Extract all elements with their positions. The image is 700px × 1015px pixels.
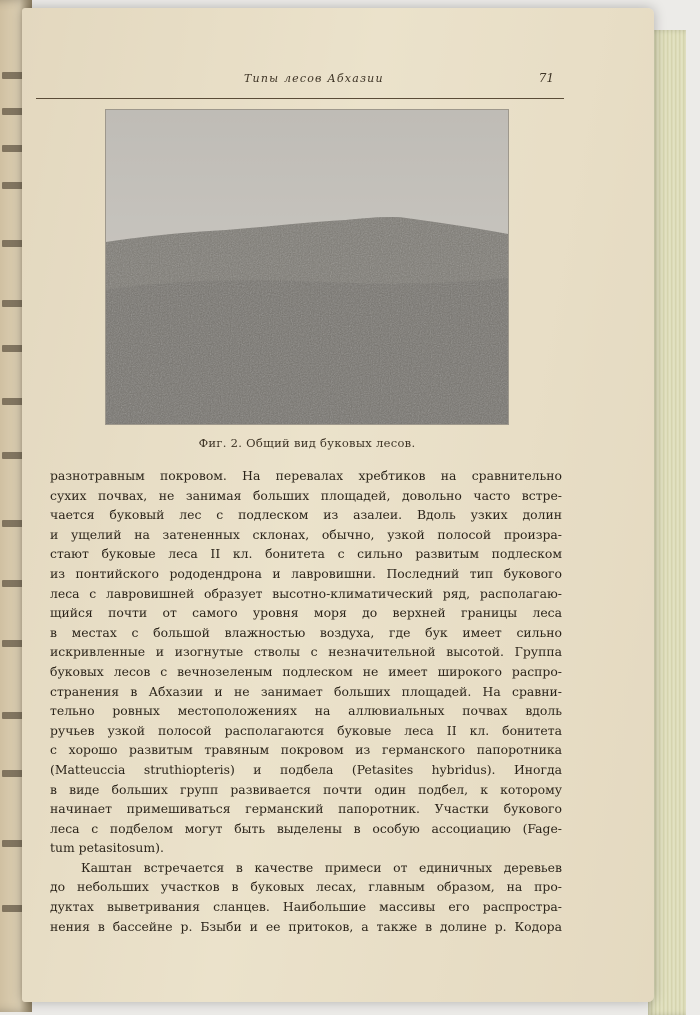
text-line: сухих почвах, не занимая больших площадей, довольно часто встре-: [50, 487, 562, 503]
body-text: [50, 466, 562, 936]
text-line: буковых лесов с вечнозеленым подлеском не имеет широкого распро-: [50, 663, 562, 679]
text-line: разнотравным покровом. На перевалах хребтиков на сравнительно: [50, 468, 562, 483]
text-line: стают буковые леса II кл. бонитета с сильно развитым подлеском: [50, 546, 562, 562]
text-line: и ущелий на затененных склонах, обычно, узкой полосой произра-: [50, 526, 562, 542]
running-title: Типы лесов Абхазии: [244, 72, 384, 85]
figure-caption: Фиг. 2. Общий вид буковых лесов.: [198, 436, 416, 450]
text-line: в местах с большой влажностью воздуха, где бук имеет сильно: [50, 624, 562, 640]
text-line: щийся почти от самого уровня моря до верхней границы леса: [50, 605, 562, 621]
text-line: чается буковый лес с подлеском из азалеи. Вдоль узких долин: [50, 507, 562, 523]
text-line: леса с лавровишней образует высотно-климатический ряд, располагаю-: [50, 585, 562, 601]
page-number: 71: [538, 71, 554, 85]
text-line: с хорошо развитым травяным покровом из германского папоротника: [50, 742, 562, 758]
text-line: Каштан встречается в качестве примеси от единичных деревьев: [81, 859, 562, 875]
text-line: tum petasitosum).: [50, 840, 164, 856]
running-header: [36, 68, 564, 99]
text-line: (Matteuccia struthiopteris) и подбела (Petasites hybridus). Иногда: [50, 761, 562, 777]
text-line: до небольших участков в буковых лесах, главным образом, на про-: [50, 879, 562, 895]
text-line: из понтийского рододендрона и лавровишни. Последний тип букового: [50, 565, 562, 581]
text-line: нения в бассейне р. Бзыби и ее притоков, а также в долине р. Кодора: [50, 918, 562, 934]
text-line: ручьев узкой полосой располагаются буковые леса II кл. бонитета: [50, 722, 562, 738]
text-line: странения в Абхазии и не занимает больших площадей. На сравни-: [50, 683, 562, 699]
text-line: в виде больших групп развивается почти один подбел, к которому: [50, 781, 562, 797]
text-line: тельно ровных местоположениях на аллювиальных почвах вдоль: [50, 703, 562, 719]
text-line: леса с подбелом могут быть выделены в особую ассоциацию (Fage-: [50, 820, 562, 836]
text-line: дуктах выветривания сланцев. Наибольшие массивы его распростра-: [50, 899, 562, 915]
text-line: начинает примешиваться германский папоротник. Участки букового: [50, 801, 562, 817]
text-line: искривленные и изогнутые стволы с незначительной высотой. Группа: [50, 644, 562, 660]
figure-photo-beech-forest: [106, 110, 508, 424]
